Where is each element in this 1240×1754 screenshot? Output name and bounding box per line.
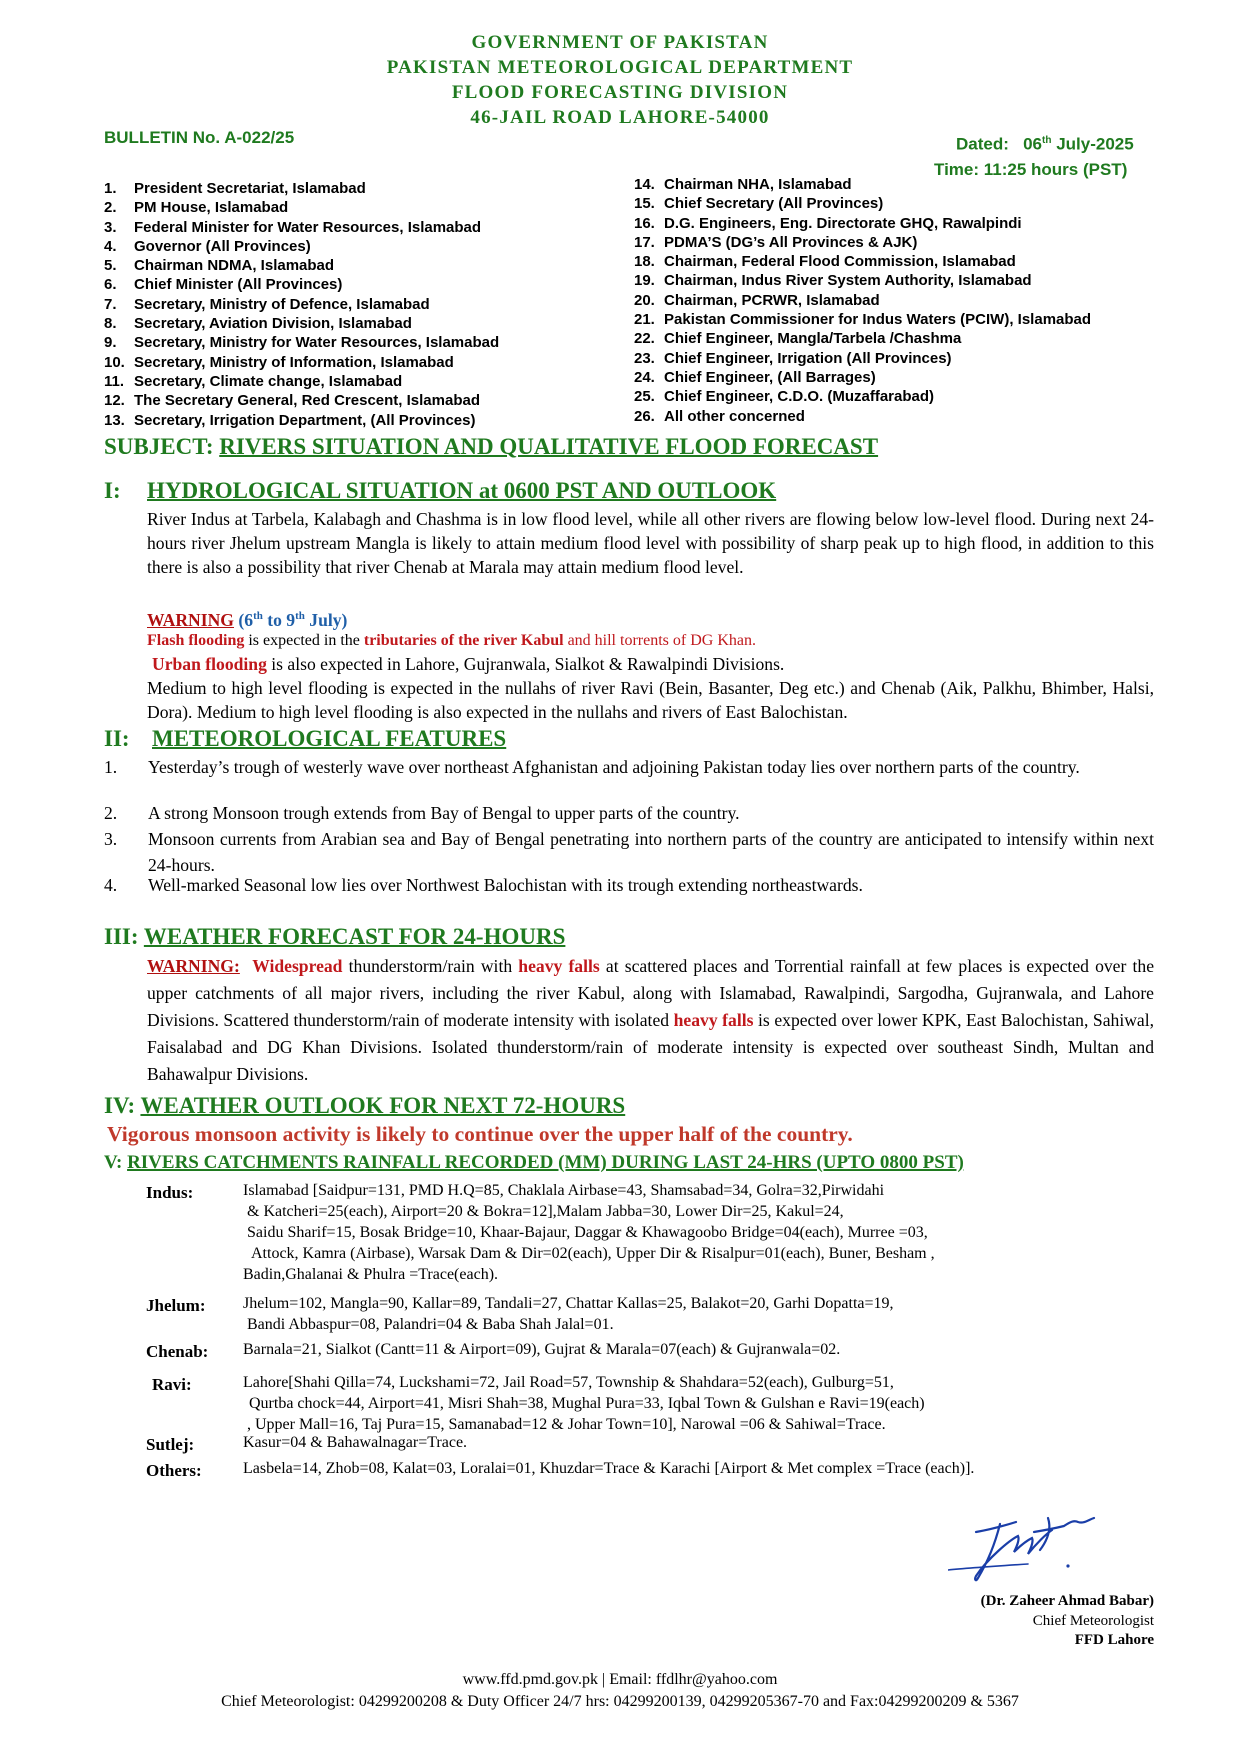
distribution-item-text: Pakistan Commissioner for Indus Waters (PCIW), Islamabad [664, 311, 1092, 329]
section-3-paragraph [147, 953, 1154, 1088]
distribution-item-text: Secretary, Aviation Division, Islamabad [134, 315, 412, 333]
distribution-item-text: Chairman, PCRWR, Islamabad [664, 291, 880, 309]
warning-open: ( [234, 609, 245, 630]
footer-contacts: Chief Meteorologist: 04299200208 & Duty Officer 24/7 hrs: 04299200139, 04299205367-70 and Fax:04299200209 & 5367 [221, 1693, 1019, 1710]
distribution-item-number: 15. [634, 195, 655, 213]
subject-label: SUBJECT: [104, 434, 214, 459]
distribution-item-number: 11. [104, 372, 125, 390]
urban-flooding-line [152, 652, 1154, 676]
forecast-warning-label: WARNING: [147, 956, 240, 976]
rainfall-river-label: Chenab: [146, 1342, 209, 1361]
forecast-widespread: Widespread [252, 956, 343, 976]
subject-heading [104, 434, 878, 460]
section-4-heading [104, 1093, 625, 1119]
warning-day-1: 6 [244, 609, 254, 630]
rainfall-river-label: Sutlej: [146, 1435, 195, 1454]
distribution-item-text: Secretary, Climate change, Islamabad [134, 372, 403, 390]
distribution-item-number: 19. [634, 272, 655, 290]
distribution-item-text: Chief Engineer, C.D.O. (Muzaffarabad) [664, 388, 935, 406]
distribution-item [104, 256, 499, 275]
distribution-item-text: Chairman, Indus River System Authority, Islamabad [664, 272, 1032, 290]
distribution-item-number: 10. [104, 353, 125, 371]
distribution-item [634, 214, 1091, 233]
distribution-item [104, 353, 499, 372]
feature-number: 4. [104, 875, 118, 895]
warning-suffix-1: th [253, 610, 263, 622]
rainfall-values-line: Barnala=21, Sialkot (Cantt=11 & Airport=09), Gujrat & Marala=07(each) & Gujranwala=02. [243, 1341, 841, 1358]
distribution-item [634, 252, 1091, 271]
dated-suffix: th [1042, 135, 1052, 146]
section-2-heading [104, 726, 130, 752]
distribution-item-number: 20. [634, 291, 655, 309]
distribution-item-number: 14. [634, 176, 655, 193]
feature-text: Monsoon currents from Arabian sea and Bay of Bengal penetrating into northern parts of the country are anticipated to intensify within next 24-hours. [148, 829, 1154, 875]
rainfall-river-label: Jhelum: [146, 1296, 206, 1315]
rainfall-river-label: Ravi: [152, 1375, 192, 1394]
distribution-item-number: 25. [634, 388, 655, 406]
distribution-item [104, 295, 499, 314]
header-line-2: PAKISTAN METEOROLOGICAL DEPARTMENT [386, 57, 854, 78]
distribution-item-text: Chairman, Federal Flood Commission, Islamabad [664, 253, 1016, 271]
distribution-item-text: PM House, Islamabad [134, 199, 289, 217]
header-line-3: FLOOD FORECASTING DIVISION [451, 82, 789, 103]
subject-title: RIVERS SITUATION AND QUALITATIVE FLOOD FORECAST [219, 434, 879, 459]
section-3-title: WEATHER FORECAST FOR 24-HOURS [143, 924, 566, 949]
distribution-item [634, 233, 1091, 252]
flash-flooding-label: Flash flooding [147, 632, 245, 649]
section-4-number: IV: [104, 1093, 136, 1118]
distribution-item-number: 4. [104, 237, 117, 255]
distribution-item-text: Secretary, Ministry of Defence, Islamabad [134, 295, 430, 313]
forecast-text-1: thunderstorm/rain with [342, 956, 519, 976]
distribution-item [104, 237, 499, 256]
dated-month-year: July-2025 [1056, 134, 1134, 154]
distribution-item [634, 329, 1091, 348]
distribution-item [104, 198, 499, 217]
feature-text: A strong Monsoon trough extends from Bay of Bengal to upper parts of the country. [148, 803, 740, 823]
distribution-item-number: 5. [104, 257, 117, 275]
feature-text: Well-marked Seasonal low lies over Northwest Balochistan with its trough extending northeastwards. [148, 875, 863, 895]
warning-to: to [262, 609, 287, 630]
section-3-number: III: [104, 924, 139, 949]
distribution-item [634, 407, 1091, 426]
signatory-name: (Dr. Zaheer Ahmad Babar) [980, 1593, 1154, 1609]
rainfall-river-label: Indus: [146, 1183, 194, 1202]
distribution-item [104, 333, 499, 352]
dated-label: Dated: [956, 134, 1009, 154]
bulletin-number: BULLETIN No. A-022/25 [104, 128, 295, 147]
distribution-item-text: Chief Engineer, (All Barrages) [664, 368, 876, 386]
forecast-heavy-falls-1: heavy falls [518, 956, 600, 976]
distribution-item-text: PDMA’S (DG’s All Provinces & AJK) [664, 233, 918, 251]
distribution-item-text: D.G. Engineers, Eng. Directorate GHQ, Rawalpindi [664, 214, 1022, 232]
footer-web-email: www.ffd.pmd.gov.pk | Email: ffdlhr@yahoo.com [462, 1671, 778, 1688]
distribution-item-text: Secretary, Ministry for Water Resources, Islamabad [134, 334, 500, 352]
distribution-list-left [104, 179, 499, 430]
warning-month: July) [304, 609, 348, 630]
section-2-number: II: [104, 726, 130, 751]
section-1-title-wrap [147, 478, 776, 504]
forecast-text-2: at scattered places and Torrential rainfall at few places is expected over the upper catchments of all major rivers, including the river Kabul, along with Islamabad, Rawalpindi, Sargodha, Gujranwala, and Lahore Divisions. Scattered thunderstorm/rain of moderate intensity with isolated [147, 956, 1155, 1030]
distribution-item [104, 218, 499, 237]
rainfall-values-line: Jhelum=102, Mangla=90, Kallar=89, Tandali=27, Chattar Kallas=25, Balakot=20, Garhi Dopatta=19, [243, 1295, 894, 1312]
header-line-4: 46-JAIL ROAD LAHORE-54000 [470, 107, 770, 128]
rainfall-values-line: Kasur=04 & Bahawalnagar=Trace. [243, 1434, 468, 1451]
outlook-text: Vigorous monsoon activity is likely to continue over the upper half of the country. [107, 1122, 853, 1146]
flash-flooding-mid: is expected in the [244, 632, 364, 649]
rainfall-values-line: Islamabad [Saidpur=131, PMD H.Q=85, Chaklala Airbase=43, Shamsabad=34, Golra=32,Pirwidahi [243, 1182, 885, 1199]
rainfall-values-line: Saidu Sharif=15, Bosak Bridge=10, Khaar-Bajaur, Daggar & Khawagoobo Bridge=04(each), Murree =03, [247, 1224, 928, 1241]
distribution-item-text: Governor (All Provinces) [134, 237, 311, 255]
section-1-title: HYDROLOGICAL SITUATION at 0600 PST AND OUTLOOK [147, 478, 777, 503]
rainfall-values-line: Qurtba chock=44, Airport=41, Misri Shah=38, Mughal Pura=33, Iqbal Town & Gulshan e Ravi=19(each) [249, 1395, 925, 1412]
distribution-item [634, 194, 1091, 213]
medium-flooding-text: Medium to high level flooding is expected in the nullahs of river Ravi (Bein, Basanter, Deg etc.) and Chenab (Aik, Palkhu, Bhimber, Halsi, Dora). Medium to high level flooding is also expected in the nullahs and rivers of East Balochistan. [147, 678, 1154, 722]
section-1-warning-heading [147, 604, 1154, 632]
rainfall-river-label: Others: [146, 1461, 202, 1480]
distribution-item-text: Chief Engineer, Mangla/Tarbela /Chashma [664, 330, 962, 348]
distribution-item-number: 1. [104, 180, 117, 197]
distribution-item [634, 387, 1091, 406]
distribution-item [104, 314, 499, 333]
section-2-title-wrap [152, 726, 506, 752]
signatory-title: Chief Meteorologist [1032, 1612, 1154, 1629]
distribution-item-text: Secretary, Ministry of Information, Islamabad [134, 353, 454, 371]
distribution-item-text: Chief Secretary (All Provinces) [664, 195, 884, 213]
distribution-item-number: 23. [634, 349, 655, 367]
distribution-list-right [634, 175, 1091, 426]
distribution-item-text: Federal Minister for Water Resources, Islamabad [134, 218, 482, 236]
distribution-item [104, 372, 499, 391]
distribution-item [104, 179, 499, 198]
forecast-text-3: is expected over lower KPK, East Balochistan, Sahiwal, Faisalabad and DG Khan Divisions. Isolated thunderstorm/rain of moderate intensity is expected over southeast Sindh, Multan and Bahawalpur Divisions. [147, 1010, 1155, 1084]
section-1-number: I: [104, 478, 121, 503]
distribution-item-text: Chief Engineer, Irrigation (All Provinces) [664, 349, 952, 367]
distribution-item-text: Chairman NHA, Islamabad [664, 176, 852, 193]
distribution-item-text: All other concerned [664, 407, 805, 425]
distribution-item-number: 16. [634, 214, 655, 232]
letterhead [0, 30, 1240, 130]
distribution-item-number: 2. [104, 199, 117, 217]
distribution-item [634, 175, 1091, 194]
distribution-item-number: 18. [634, 253, 655, 271]
distribution-item-text: President Secretariat, Islamabad [134, 180, 366, 197]
distribution-item-number: 6. [104, 276, 117, 294]
section-5-number: V: [104, 1152, 123, 1173]
flash-flooding-line [147, 630, 1154, 652]
feature-number: 1. [104, 757, 118, 777]
distribution-item-number: 17. [634, 233, 655, 251]
distribution-item [104, 275, 499, 294]
forecast-heavy-falls-2: heavy falls [673, 1010, 754, 1030]
distribution-item [634, 368, 1091, 387]
section-4-title: WEATHER OUTLOOK FOR NEXT 72-HOURS [140, 1093, 626, 1118]
section-5-title: RIVERS CATCHMENTS RAINFALL RECORDED (MM) DURING LAST 24-HRS (UPTO 0800 PST) [127, 1152, 964, 1173]
rainfall-values-line: & Katcheri=25(each), Airport=20 & Bokra=12],Malam Jabba=30, Lower Dir=25, Kakul=24, [247, 1203, 844, 1220]
footer [0, 1669, 1240, 1713]
urban-flooding-label: Urban flooding [152, 654, 267, 674]
rainfall-values-line: Badin,Ghalanai & Phulra =Trace(each). [243, 1266, 499, 1283]
bulletin-date-time [934, 128, 1134, 182]
distribution-item-number: 21. [634, 311, 655, 329]
distribution-item-text: Chairman NDMA, Islamabad [134, 257, 335, 275]
warning-suffix-2: th [295, 610, 305, 622]
signature-block [850, 1592, 1154, 1651]
handwritten-signature [948, 1500, 1118, 1586]
rainfall-values-line: , Upper Mall=16, Taj Pura=15, Samanabad=12 & Johar Town=10], Narowal =06 & Sahiwal=Trace. [247, 1416, 886, 1433]
distribution-item [634, 291, 1091, 310]
rainfall-values-line: Attock, Kamra (Airbase), Warsak Dam & Dir=02(each), Upper Dir & Risalpur=01(each), Buner, Besham , [251, 1245, 935, 1262]
feature-number: 3. [104, 829, 118, 849]
section-5-heading [104, 1152, 964, 1174]
rainfall-values-line: Lahore[Shahi Qilla=74, Luckshami=72, Jail Road=57, Township & Shahdara=52(each), Gulburg=51, [243, 1374, 894, 1391]
signatory-office: FFD Lahore [1074, 1632, 1154, 1648]
urban-flooding-text: is also expected in Lahore, Gujranwala, Sialkot & Rawalpindi Divisions. [266, 654, 785, 674]
distribution-item [634, 310, 1091, 329]
section-1-paragraph: River Indus at Tarbela, Kalabagh and Chashma is in low flood level, while all other rivers are flowing below low-level flood. During next 24-hours river Jhelum upstream Mangla is likely to attain medium flood level with possibility of sharp peak up to high flood, in addition to this there is also a possibility that river Chenab at Marala may attain medium flood level. [147, 509, 1154, 577]
warning-label: WARNING [147, 609, 234, 630]
distribution-item-text: The Secretary General, Red Crescent, Islamabad [134, 392, 480, 410]
header-line-1: GOVERNMENT OF PAKISTAN [471, 32, 769, 53]
distribution-item [104, 411, 499, 430]
distribution-item-number: 24. [634, 368, 655, 386]
bulletin-date [956, 128, 1134, 157]
rainfall-values-line: Bandi Abbaspur=08, Palandri=04 & Baba Shah Jalal=01. [247, 1316, 614, 1333]
distribution-item-number: 9. [104, 334, 117, 352]
feature-text: Yesterday’s trough of westerly wave over northeast Afghanistan and adjoining Pakistan today lies over northern parts of the country. [148, 757, 1080, 777]
distribution-item [104, 391, 499, 410]
section-2-title: METEOROLOGICAL FEATURES [152, 726, 507, 751]
section-3-heading [104, 924, 565, 950]
flash-flooding-tributaries: tributaries of the river Kabul [363, 632, 564, 649]
distribution-item-number: 13. [104, 411, 125, 429]
feature-number: 2. [104, 803, 118, 823]
distribution-item-number: 26. [634, 407, 655, 425]
distribution-item-number: 7. [104, 295, 117, 313]
warning-day-2: 9 [286, 609, 296, 630]
distribution-item [634, 349, 1091, 368]
distribution-item [634, 271, 1091, 290]
distribution-item-number: 8. [104, 315, 117, 333]
bulletin-time: Time: 11:25 hours (PST) [934, 159, 1128, 179]
distribution-item-text: Chief Minister (All Provinces) [134, 276, 343, 294]
distribution-item-number: 22. [634, 330, 655, 348]
distribution-item-text: Secretary, Irrigation Department, (All Provinces) [134, 411, 476, 429]
section-1-heading [104, 478, 121, 504]
distribution-item-number: 3. [104, 218, 117, 236]
rainfall-values-line: Lasbela=14, Zhob=08, Kalat=03, Loralai=01, Khuzdar=Trace & Karachi [Airport & Met complex =Trace (each)]. [243, 1460, 975, 1477]
dated-day: 06 [1023, 134, 1042, 154]
flash-flooding-end: and hill torrents of DG Khan. [563, 632, 756, 649]
distribution-item-number: 12. [104, 392, 125, 410]
